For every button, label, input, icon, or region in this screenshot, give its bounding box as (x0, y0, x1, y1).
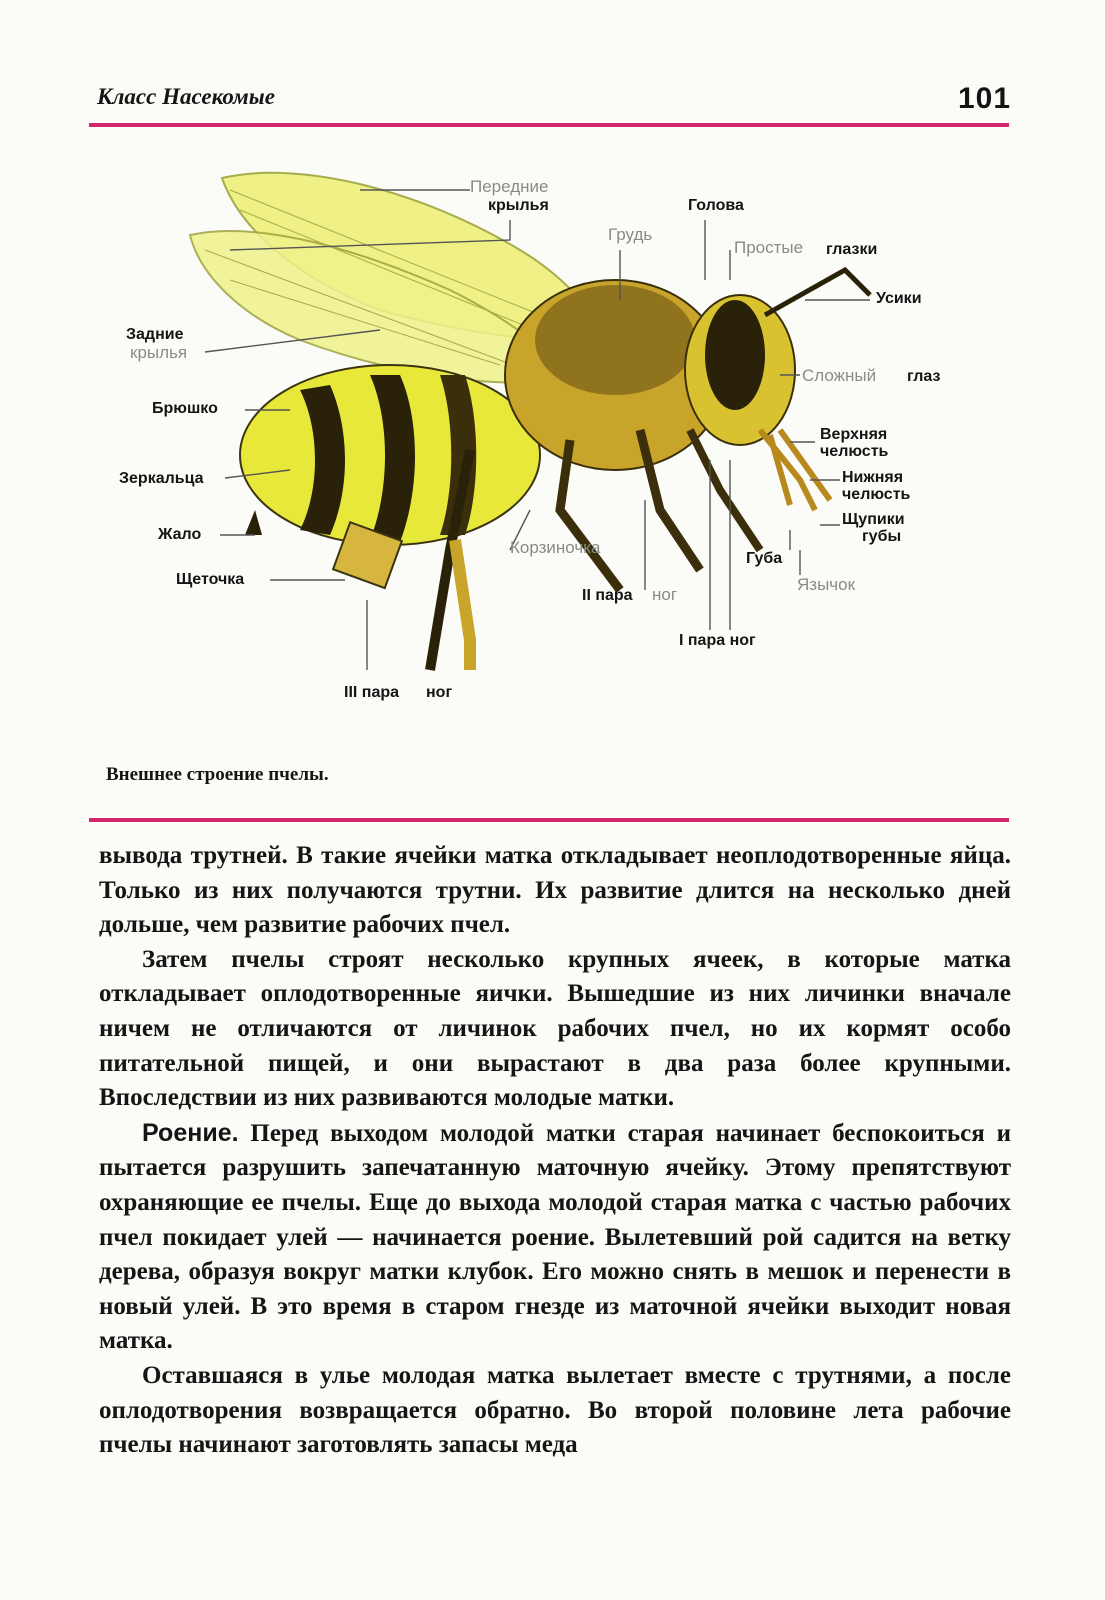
paragraph-2: Затем пчелы строят несколько крупных ячеек, в которые матка откладывает оплодотворенные яички. Вышедшие из них личинки вначале ничем не отличаются от личинок рабочих пчел, но их кормят особо питательной пищей, и они вырастают в два раза более крупными. Впоследствии из них развиваются молодые матки. (99, 945, 1011, 1112)
label-palps-2: губы (862, 528, 902, 545)
running-head: Класс Насекомые (97, 84, 275, 109)
bee-illustration (0, 130, 1105, 770)
label-front-wings-2: крылья (488, 197, 549, 214)
label-lower-jaw-1: Нижняя (842, 469, 904, 486)
paragraph-4: Оставшаяся в улье молодая матка вылетает вместе с трутнями, а после оплодотворения возвращается обратно. Во второй половине лета рабочие пчелы начинают заготовлять запасы меда (99, 1361, 1011, 1459)
run-in-heading: Роение. (142, 1118, 239, 1147)
paragraph-3 (99, 1116, 1011, 1359)
label-legs1: I пара ног (679, 632, 756, 649)
label-compound-eye-2: глаз (907, 368, 941, 385)
top-rule (89, 123, 1009, 127)
label-thorax: Грудь (608, 225, 653, 244)
label-legs3-2: ног (426, 684, 453, 701)
label-upper-jaw-1: Верхняя (820, 426, 888, 443)
bee-figure (0, 130, 1105, 770)
label-simple-eyes-2: глазки (826, 241, 878, 258)
label-hind-wings-2: крылья (130, 343, 188, 362)
label-brush: Щеточка (176, 571, 245, 588)
label-lower-jaw-2: челюсть (842, 486, 911, 503)
label-lip: Губа (746, 550, 783, 567)
label-mirrors: Зеркальца (119, 470, 204, 487)
label-legs2-2: ног (652, 585, 678, 604)
label-basket: Корзиночка (510, 538, 601, 557)
figure-caption: Внешнее строение пчелы. (106, 764, 329, 785)
label-legs3-1: III пара (344, 684, 400, 701)
paragraph-1: вывода трутней. В такие ячейки матка откладывает неоплодотворенные яйца. Только из них получаются трутни. Их развитие длится на несколько дней дольше, чем развитие рабочих пчел. (99, 842, 1011, 939)
bottom-rule (89, 818, 1009, 822)
label-abdomen: Брюшко (152, 400, 218, 417)
paragraph-3-text: Перед выходом молодой матки старая начинает беспокоиться и пытается разрушить запечатанную маточную ячейку. Этому препятствуют охраняющие ее пчелы. Еще до выхода молодой старая матка с частью рабочих пчел покидает улей — начинается роение. Вылетевший рой садится на ветку дерева, образуя вокруг матки клубок. Его можно снять в мешок и перенести в новый улей. В это время в старом гнезде из маточной ячейки выходит новая матка. (99, 1119, 1012, 1355)
label-sting: Жало (158, 526, 202, 543)
body-text (99, 839, 1011, 1463)
label-upper-jaw-2: челюсть (820, 443, 889, 460)
label-tongue: Язычок (797, 575, 856, 594)
label-front-wings-1: Передние (470, 177, 549, 196)
label-compound-eye-1: Сложный (802, 366, 877, 385)
label-hind-wings-1: Задние (126, 326, 184, 343)
label-head: Голова (688, 197, 744, 214)
page-number: 101 (958, 82, 1012, 115)
label-palps-1: Щупики (842, 511, 905, 528)
label-legs2-1: II пара (582, 587, 633, 604)
label-simple-eyes-1: Простые (734, 238, 804, 257)
label-antennae: Усики (876, 290, 922, 307)
